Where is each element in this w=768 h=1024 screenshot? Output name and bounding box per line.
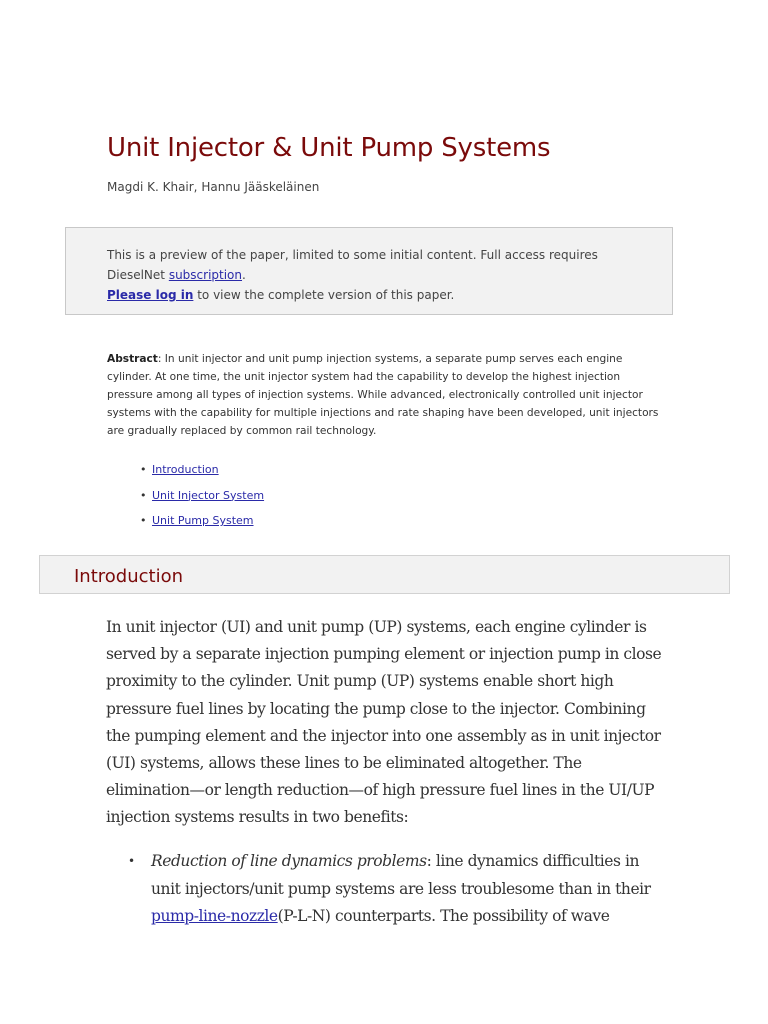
intro-paragraph: In unit injector (UI) and unit pump (UP) systems, each engine cylinder is served by a separate injection pumping element or injection pump in close proximity to the cylinder. Unit pump (UP) systems enable short high pressure fuel lines by locating the pump close to the injector. Combining the pumping element and the injector into one assembly as in unit injector (UI) systems, allows these lines to be eliminated altogether. The elimination—or length reduction—of high pressure fuel lines in the UI/UP injection systems results in two benefits: — [106, 618, 662, 827]
toc-link-unit-pump-system[interactable]: Unit Pump System — [152, 514, 254, 527]
login-link[interactable]: Please log in — [107, 288, 194, 302]
pump-line-nozzle-link[interactable]: pump-line-nozzle — [151, 907, 278, 925]
toc-item — [107, 489, 264, 515]
abstract-text: : In unit injector and unit pump injection systems, a separate pump serves each engine cylinder. At one time, the unit injector system had the capability to develop the highest injection pressure among all types of injection systems. While advanced, electronically controlled unit injector systems with the capability for multiple injections and rate shaping have been developed, unit injectors are gradually replaced by common rail technology. — [107, 353, 659, 437]
preview-notice — [65, 227, 673, 315]
section-header — [39, 555, 730, 594]
list-item — [106, 848, 666, 931]
preview-login-text: to view the complete version of this paper. — [193, 288, 455, 302]
authors: Magdi K. Khair, Hannu Jääskeläinen — [107, 180, 320, 194]
preview-line-3 — [107, 285, 672, 305]
benefit-text-a: : line dynamics difficulties in unit injectors/unit pump systems are less troublesome than in their — [151, 852, 651, 898]
preview-dieselnet-text: DieselNet — [107, 268, 169, 282]
page-title: Unit Injector & Unit Pump Systems — [107, 133, 551, 163]
abstract-label: Abstract — [107, 353, 158, 365]
section-heading: Introduction — [74, 566, 184, 587]
preview-period: . — [242, 268, 246, 282]
subscription-link[interactable]: subscription — [168, 268, 243, 282]
preview-line-1: This is a preview of the paper, limited to some initial content. Full access requires — [107, 248, 598, 262]
toc-link-introduction[interactable]: Introduction — [152, 463, 219, 476]
toc-link-unit-injector-system[interactable]: Unit Injector System — [152, 488, 265, 502]
benefit-text-b: (P-L-N) counterparts. The possibility of wave — [277, 907, 610, 925]
benefits-list — [106, 848, 666, 931]
benefit-term: Reduction of line dynamics problems — [151, 852, 427, 870]
toc-item — [107, 463, 264, 489]
preview-line-2 — [107, 265, 672, 285]
toc-item — [107, 514, 264, 540]
abstract — [107, 350, 667, 440]
table-of-contents — [107, 463, 264, 540]
